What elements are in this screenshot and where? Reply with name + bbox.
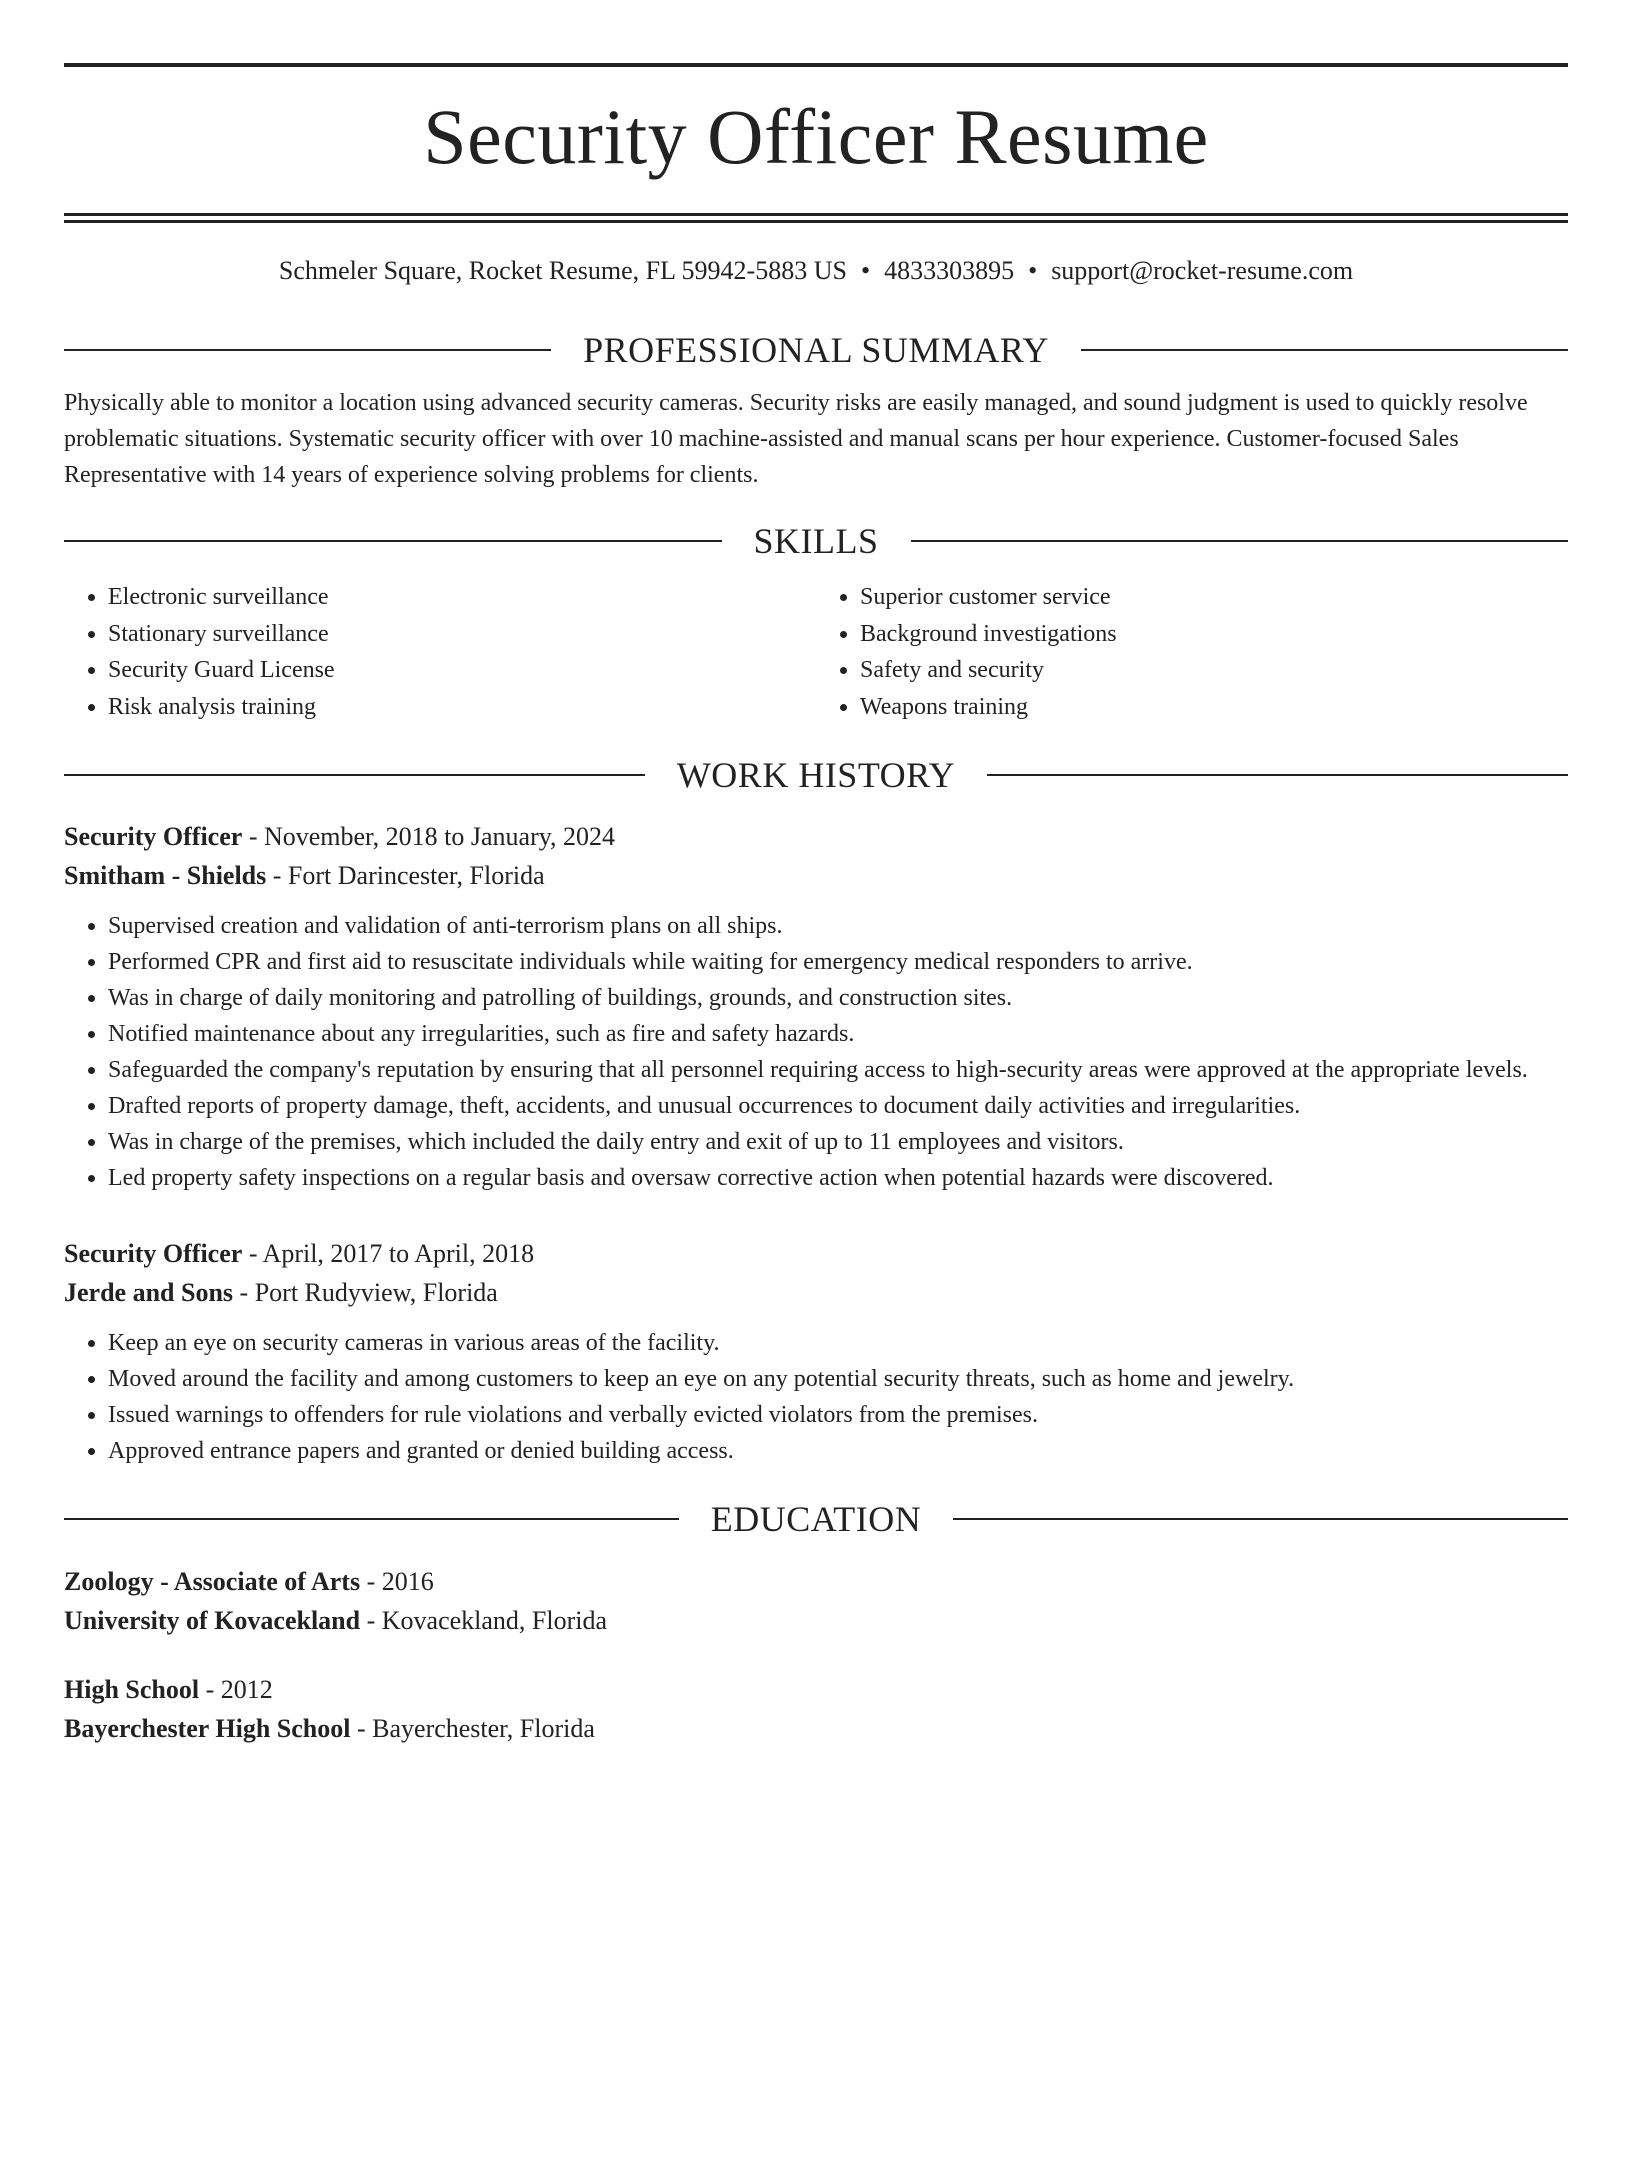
duty-item: • Supervised creation and validation of anti-terrorism plans on all ships. xyxy=(108,908,1568,944)
skill-item: • Electronic surveillance xyxy=(108,579,816,616)
skills-list-left xyxy=(64,579,816,725)
education-school: Bayerchester High School xyxy=(64,1714,351,1743)
education-location: - Bayerchester, Florida xyxy=(350,1714,595,1743)
section-title-skills: SKILLS xyxy=(753,521,879,561)
contact-line xyxy=(64,256,1568,286)
heading-rule-left xyxy=(64,540,722,542)
job-entry xyxy=(64,1234,1568,1469)
top-rule xyxy=(64,63,1568,67)
education-year: - 2016 xyxy=(360,1567,434,1596)
education-entry xyxy=(64,1670,1568,1748)
section-title-work: WORK HISTORY xyxy=(676,755,956,795)
duty-item: • Drafted reports of property damage, theft, accidents, and unusual occurrences to document daily activities and irregularities. xyxy=(108,1088,1568,1124)
job-location: - Fort Darincester, Florida xyxy=(266,861,545,890)
heading-rule-left xyxy=(64,349,551,351)
heading-rule-left xyxy=(64,1518,679,1520)
resume-page xyxy=(0,63,1632,2175)
education-school-line xyxy=(64,1601,1568,1640)
job-dates: - April, 2017 to April, 2018 xyxy=(242,1239,535,1268)
duty-item: • Performed CPR and first aid to resuscitate individuals while waiting for emergency medical responders to arrive. xyxy=(108,944,1568,980)
skill-item: • Safety and security xyxy=(860,652,1568,689)
duty-item: • Approved entrance papers and granted or denied building access. xyxy=(108,1433,1568,1469)
section-title-education: EDUCATION xyxy=(710,1499,922,1539)
education-entry xyxy=(64,1562,1568,1640)
summary-text: Physically able to monitor a location using advanced security cameras. Security risks are easily managed, and sound judgment is used to quickly resolve problematic situations. Systematic security officer with over 10 machine-assisted and manual scans per hour experience. Customer-focused Sales Representative with 14 years of experience solving problems for clients. xyxy=(64,390,1528,488)
education-degree-line xyxy=(64,1670,1568,1709)
job-dates: - November, 2018 to January, 2024 xyxy=(242,822,616,851)
contact-email: support@rocket-resume.com xyxy=(1051,256,1354,285)
section-heading-skills xyxy=(64,519,1568,563)
duty-item: • Led property safety inspections on a regular basis and oversaw corrective action when potential hazards were discovered. xyxy=(108,1160,1568,1196)
section-heading-summary xyxy=(64,328,1568,372)
education-degree: High School xyxy=(64,1675,200,1704)
job-duties xyxy=(64,908,1568,1196)
job-duties xyxy=(64,1325,1568,1469)
duty-item: • Moved around the facility and among customers to keep an eye on any potential security threats, such as home and jewelry. xyxy=(108,1361,1568,1397)
section-heading-education xyxy=(64,1497,1568,1541)
job-title-line xyxy=(64,817,1568,856)
job-title: Security Officer xyxy=(64,822,243,851)
heading-rule-right xyxy=(953,1518,1568,1520)
contact-address: Schmeler Square, Rocket Resume, FL 59942-5883 US xyxy=(278,256,847,285)
job-company-line xyxy=(64,856,1568,895)
heading-rule-right xyxy=(911,540,1569,542)
contact-separator: • xyxy=(1028,256,1038,285)
job-company: Smitham - Shields xyxy=(64,861,267,890)
section-heading-work xyxy=(64,753,1568,797)
education-year: - 2012 xyxy=(199,1675,273,1704)
contact-separator: • xyxy=(860,256,871,285)
skills-columns xyxy=(64,579,1568,725)
contact-phone: 4833303895 xyxy=(884,256,1015,285)
skill-item: • Weapons training xyxy=(860,689,1568,726)
skill-item: • Stationary surveillance xyxy=(108,616,816,653)
section-title-summary: PROFESSIONAL SUMMARY xyxy=(583,330,1049,370)
heading-rule-right xyxy=(1081,349,1568,351)
duty-item: • Was in charge of the premises, which included the daily entry and exit of up to 11 employees and visitors. xyxy=(108,1124,1568,1160)
education-degree: Zoology - Associate of Arts xyxy=(64,1567,361,1596)
page-title: Security Officer Resume xyxy=(423,93,1209,180)
duty-item: • Issued warnings to offenders for rule violations and verbally evicted violators from the premises. xyxy=(108,1397,1568,1433)
education-location: - Kovacekland, Florida xyxy=(360,1606,608,1635)
job-company-line xyxy=(64,1273,1568,1312)
job-title: Security Officer xyxy=(64,1239,243,1268)
skill-item: • Security Guard License xyxy=(108,652,816,689)
duty-item: • Was in charge of daily monitoring and patrolling of buildings, grounds, and construction sites. xyxy=(108,980,1568,1016)
job-location: - Port Rudyview, Florida xyxy=(233,1278,498,1307)
skill-item: • Risk analysis training xyxy=(108,689,816,726)
duty-item: • Notified maintenance about any irregularities, such as fire and safety hazards. xyxy=(108,1016,1568,1052)
skill-item: • Background investigations xyxy=(860,616,1568,653)
job-company: Jerde and Sons xyxy=(64,1278,234,1307)
job-entry xyxy=(64,817,1568,1196)
duty-item: • Safeguarded the company's reputation by ensuring that all personnel requiring access to high-security areas were approved at the appropriate levels. xyxy=(108,1052,1568,1088)
title-double-rule xyxy=(64,213,1568,223)
skill-item: • Superior customer service xyxy=(860,579,1568,616)
skills-list-right xyxy=(816,579,1568,725)
heading-rule-left xyxy=(64,774,645,776)
education-degree-line xyxy=(64,1562,1568,1601)
education-school-line xyxy=(64,1709,1568,1748)
heading-rule-right xyxy=(987,774,1568,776)
education-school: University of Kovacekland xyxy=(64,1606,361,1635)
job-title-line xyxy=(64,1234,1568,1273)
duty-item: • Keep an eye on security cameras in various areas of the facility. xyxy=(108,1325,1568,1361)
